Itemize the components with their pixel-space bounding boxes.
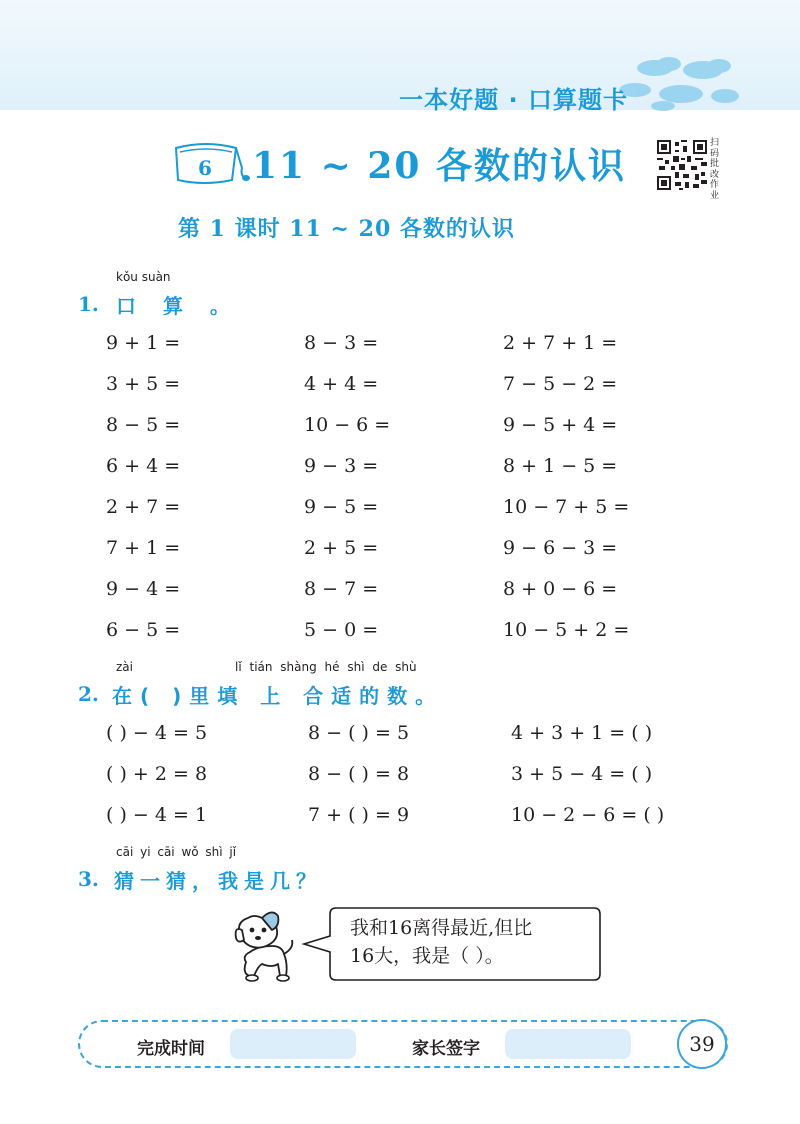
q1-title: 口 算 。 [116,294,240,318]
q1-equation[interactable]: 3 + 5 = [106,373,181,395]
q1-equation[interactable]: 2 + 5 = [304,537,379,559]
q1-equation[interactable]: 9 − 5 + 4 = [503,414,618,436]
q2-pinyin-zai: zài [116,660,133,674]
q1-equation[interactable]: 6 + 4 = [106,455,181,477]
q2-equation[interactable]: ( ) − 4 = 1 [106,804,208,826]
q1-equation[interactable]: 9 − 4 = [106,578,181,600]
q2-title: 在( )里填 上 合适的数。 [112,684,444,708]
bubble-text [350,914,600,970]
q3-pinyin: cāi yi cāi wǒ shì jǐ [116,845,237,859]
q2-equation[interactable]: 10 − 2 − 6 = ( ) [511,804,665,826]
completion-time-field[interactable] [230,1029,356,1059]
q2-pinyin-rest: lǐ tián shàng hé shì de shù [235,660,417,674]
parent-signature-field[interactable] [505,1029,631,1059]
q2-equation[interactable]: ( ) + 2 = 8 [106,763,208,785]
q1-equation[interactable]: 2 + 7 = [106,496,181,518]
q1-equation[interactable]: 9 − 3 = [304,455,379,477]
page-number: 39 [677,1019,727,1069]
q1-pinyin: kǒu suàn [116,270,171,284]
q1-equation[interactable]: 8 − 7 = [304,578,379,600]
puppy-illustration [232,904,302,984]
q1-equation[interactable]: 2 + 7 + 1 = [503,332,618,354]
qr-code-icon[interactable] [657,140,707,190]
chapter-title: 11 ~ 20 各数的认识 [252,145,626,187]
q2-equation[interactable]: ( ) − 4 = 5 [106,722,208,744]
q2-equation[interactable]: 8 − ( ) = 5 [308,722,410,744]
lesson-title: 第 1 课时 11 ~ 20 各数的认识 [178,216,515,242]
q1-number: 1. [78,292,99,316]
q1-equation[interactable]: 5 − 0 = [304,619,379,641]
completion-time-label: 完成时间 [137,1039,205,1059]
q3-title: 猜一猜，我是几？ [114,869,322,893]
q2-number: 2. [78,682,99,706]
parent-signature-label: 家长签字 [412,1039,480,1059]
q1-equation[interactable]: 8 + 1 − 5 = [503,455,618,477]
q1-equation[interactable]: 7 − 5 − 2 = [503,373,618,395]
q1-equation[interactable]: 10 − 7 + 5 = [503,496,630,518]
bubble-line-2: 16大，我是（ ）。 [350,945,504,967]
q1-equation[interactable]: 9 − 5 = [304,496,379,518]
q1-equation[interactable]: 4 + 4 = [304,373,379,395]
bubble-line-1: 我和16离得最近,但比 [350,917,533,939]
q1-equation[interactable]: 7 + 1 = [106,537,181,559]
q1-equation[interactable]: 6 − 5 = [106,619,181,641]
q1-equation[interactable]: 8 + 0 − 6 = [503,578,618,600]
chapter-number: 6 [198,156,212,180]
q1-equation[interactable]: 8 − 5 = [106,414,181,436]
qr-caption: 扫码批改作业 [710,138,720,201]
q1-equation[interactable]: 9 + 1 = [106,332,181,354]
q1-equation[interactable]: 9 − 6 − 3 = [503,537,618,559]
q1-equation[interactable]: 8 − 3 = [304,332,379,354]
q1-equation[interactable]: 10 − 5 + 2 = [503,619,630,641]
q1-equation[interactable]: 10 − 6 = [304,414,391,436]
brand-title: 一本好题 · 口算题卡 [399,86,628,114]
q2-equation[interactable]: 3 + 5 − 4 = ( ) [511,763,653,785]
q3-number: 3. [78,867,99,891]
q2-equation[interactable]: 4 + 3 + 1 = ( ) [511,722,653,744]
q2-equation[interactable]: 7 + ( ) = 9 [308,804,410,826]
q2-equation[interactable]: 8 − ( ) = 8 [308,763,410,785]
